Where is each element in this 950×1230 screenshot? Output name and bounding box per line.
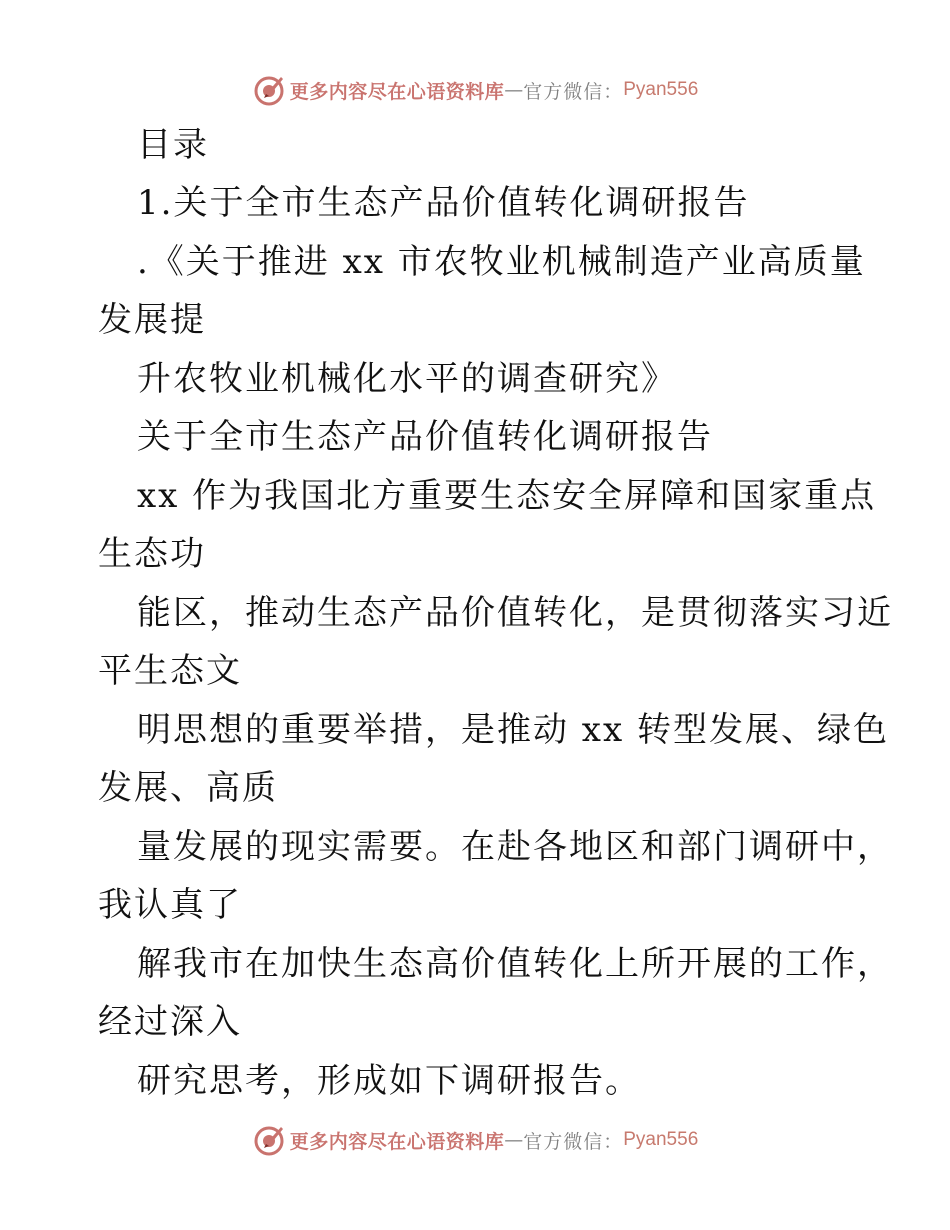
paragraph-line: 量发展的现实需要。在赴各地区和部门调研中， xyxy=(137,827,893,867)
toc-item-2-line-1: .《关于推进 xx 市农牧业机械制造产业高质量 xyxy=(137,242,866,282)
watermark-main-text: 更多内容尽在心语资料库 xyxy=(289,80,505,103)
quill-seal-icon xyxy=(252,73,286,107)
toc-item-1: 1.关于全市生态产品价值转化调研报告 xyxy=(137,183,750,223)
toc-item-2-line-2: 发展提 xyxy=(98,300,206,340)
paragraph-line: 能区，推动生态产品价值转化，是贯彻落实习近 xyxy=(137,593,893,633)
footer-watermark xyxy=(0,1120,950,1160)
toc-heading: 目录 xyxy=(137,125,209,165)
paragraph-line: xx 作为我国北方重要生态安全屏障和国家重点 xyxy=(137,476,877,516)
toc-item-2-line-3: 升农牧业机械化水平的调查研究》 xyxy=(137,359,677,399)
watermark-separator: — xyxy=(504,1129,524,1151)
watermark-handle: Pyan556 xyxy=(623,1129,699,1150)
paragraph-line: 研究思考，形成如下调研报告。 xyxy=(137,1061,641,1101)
paragraph-line: 解我市在加快生态高价值转化上所开展的工作， xyxy=(137,944,893,984)
paragraph-line: 我认真了 xyxy=(98,885,242,925)
watermark-separator: — xyxy=(504,79,524,101)
watermark-handle: Pyan556 xyxy=(623,79,699,100)
watermark-main-text: 更多内容尽在心语资料库 xyxy=(289,1130,505,1153)
watermark-official-label: 官方微信： xyxy=(523,1130,624,1153)
section-title: 关于全市生态产品价值转化调研报告 xyxy=(137,417,713,457)
paragraph-line: 平生态文 xyxy=(98,651,242,691)
paragraph-line: 生态功 xyxy=(98,534,206,574)
paragraph-line: 明思想的重要举措，是推动 xx 转型发展、绿色 xyxy=(137,710,889,750)
paragraph-line: 经过深入 xyxy=(98,1002,242,1042)
header-watermark xyxy=(0,70,950,110)
quill-seal-icon xyxy=(252,1123,286,1157)
paragraph-line: 发展、高质 xyxy=(98,768,278,808)
watermark-official-label: 官方微信： xyxy=(523,80,624,103)
